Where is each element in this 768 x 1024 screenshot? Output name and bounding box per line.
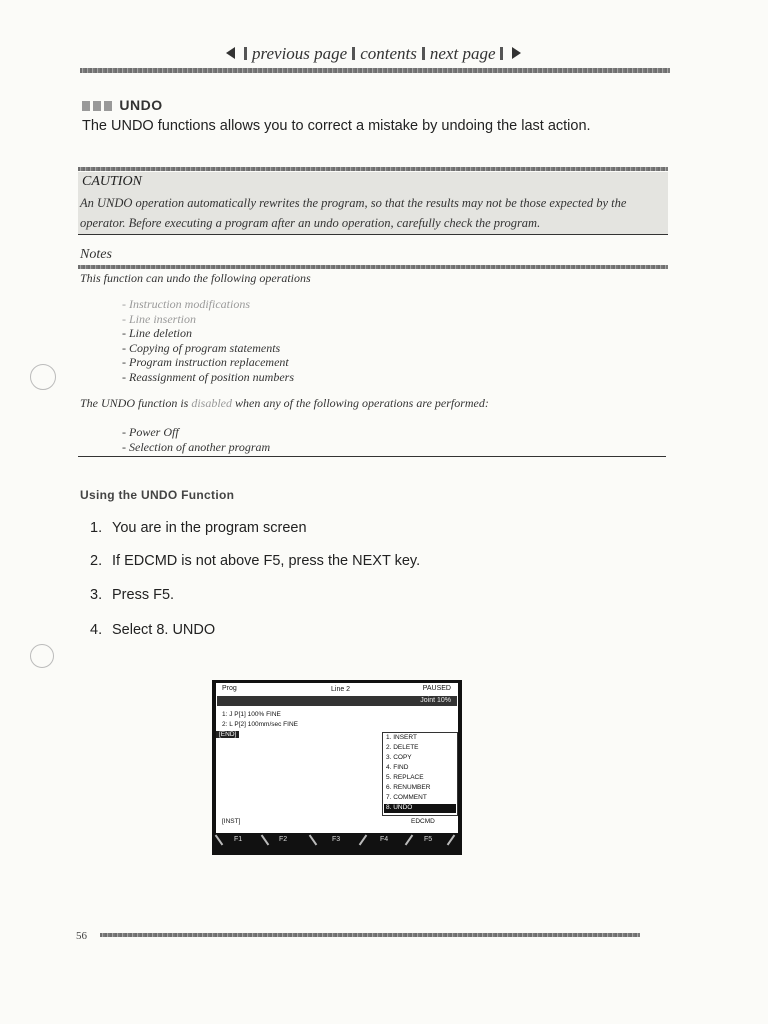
section-heading — [82, 97, 163, 113]
disabled-word: disabled — [191, 396, 233, 410]
key-divider — [215, 835, 224, 846]
pendant-edcmd-menu — [382, 732, 458, 816]
list-item: - Program instruction replacement — [122, 355, 289, 369]
key-divider — [405, 835, 414, 846]
menu-item-undo[interactable]: 8. UNDO — [386, 804, 413, 811]
step-text: Press F5. — [112, 587, 175, 603]
function-key-f2[interactable]: F2 — [279, 836, 288, 843]
step-number: 1. — [90, 520, 103, 536]
pendant-header — [217, 684, 457, 695]
notes-rule — [78, 265, 668, 269]
function-key-f4[interactable]: F4 — [380, 836, 389, 843]
top-rule — [80, 68, 670, 73]
pendant-prog-label: Prog — [222, 685, 237, 692]
punch-hole-mark — [30, 364, 56, 390]
procedure-title: Using the UNDO Function — [80, 488, 235, 502]
heading-marker-icon — [82, 101, 90, 111]
function-key-f5[interactable]: F5 — [424, 836, 433, 843]
pendant-function-keys — [212, 833, 462, 853]
caution-top-rule — [78, 167, 668, 171]
pendant-status: PAUSED — [422, 685, 451, 692]
step-text: Select 8. UNDO — [112, 622, 216, 638]
function-key-f3[interactable]: F3 — [332, 836, 341, 843]
menu-item-replace[interactable]: 5. REPLACE — [386, 774, 424, 781]
key-divider — [447, 835, 456, 846]
footer-rule — [100, 933, 640, 937]
key-divider — [359, 835, 368, 846]
top-navigation — [226, 44, 556, 64]
step-item — [90, 520, 307, 536]
caution-text: An UNDO operation automatically rewrites the program, so that the results may not be those expected by the operator. Before executing a program after an undo operation, carefully check the program. — [80, 196, 627, 230]
separator — [422, 47, 425, 60]
list-item: - Selection of another program — [122, 439, 271, 454]
pendant-edcmd-label[interactable]: EDCMD — [411, 818, 435, 825]
pendant-inst-label[interactable]: [INST] — [222, 818, 241, 825]
heading-marker-icon — [104, 101, 112, 111]
heading-marker-icon — [93, 101, 101, 111]
separator — [500, 47, 503, 60]
disabled-suffix: when any of the following operations are performed: — [232, 396, 489, 410]
menu-item-delete[interactable]: 2. DELETE — [386, 744, 419, 751]
separator — [352, 47, 355, 60]
notes-title: Notes — [80, 247, 112, 262]
list-item: - Reassignment of position numbers — [122, 369, 294, 384]
pendant-line-label: Line 2 — [331, 686, 351, 693]
disabled-note — [80, 396, 489, 411]
section-title: UNDO — [119, 97, 163, 113]
next-arrow-icon[interactable] — [512, 47, 521, 59]
separator — [244, 47, 247, 60]
list-item: - Line deletion — [122, 326, 192, 340]
page-number: 56 — [76, 930, 87, 942]
disabled-prefix: The UNDO function is — [80, 396, 192, 410]
disabled-operations-list — [122, 425, 270, 454]
step-item — [90, 587, 174, 603]
step-number: 3. — [90, 587, 103, 603]
previous-arrow-icon[interactable] — [226, 47, 235, 59]
list-item: - Power Off — [122, 425, 179, 439]
step-item — [90, 553, 420, 569]
pendant-joint-label: Joint 10% — [420, 697, 451, 704]
caution-title: CAUTION — [82, 174, 142, 189]
menu-item-comment[interactable]: 7. COMMENT — [386, 794, 427, 801]
menu-item-insert[interactable]: 1. INSERT — [386, 734, 417, 741]
menu-item-find[interactable]: 4. FIND — [386, 764, 409, 771]
notes-bottom-rule — [78, 456, 666, 457]
contents-link[interactable]: contents — [360, 44, 417, 63]
key-divider — [309, 835, 318, 846]
step-item — [90, 622, 215, 638]
list-item: - Line insertion — [122, 311, 196, 326]
punch-hole-mark — [30, 644, 54, 668]
function-key-f1[interactable]: F1 — [234, 836, 243, 843]
pendant-program-line: 1: J P[1] 100% FINE — [222, 711, 281, 718]
pendant-program-line: 2: L P[2] 100mm/sec FINE — [222, 721, 298, 728]
key-divider — [261, 835, 270, 846]
menu-item-copy[interactable]: 3. COPY — [386, 754, 412, 761]
menu-item-renumber[interactable]: 6. RENUMBER — [386, 784, 431, 791]
section-intro: The UNDO functions allows you to correct a mistake by undoing the last action. — [82, 118, 591, 134]
operations-list — [122, 297, 294, 384]
step-text: You are in the program screen — [112, 520, 307, 536]
notes-intro: This function can undo the following operations — [80, 271, 311, 285]
step-number: 4. — [90, 622, 103, 638]
previous-page-link[interactable]: previous page — [252, 44, 348, 63]
caution-bottom-rule — [78, 234, 668, 235]
list-item: - Copying of program statements — [122, 340, 281, 355]
list-item: - Instruction modifications — [122, 297, 250, 311]
step-number: 2. — [90, 553, 103, 569]
step-text: If EDCMD is not above F5, press the NEXT key. — [112, 553, 421, 569]
next-page-link[interactable]: next page — [429, 44, 496, 63]
pendant-end-marker: [END] — [216, 731, 239, 738]
pendant-joint-bar — [217, 696, 457, 706]
